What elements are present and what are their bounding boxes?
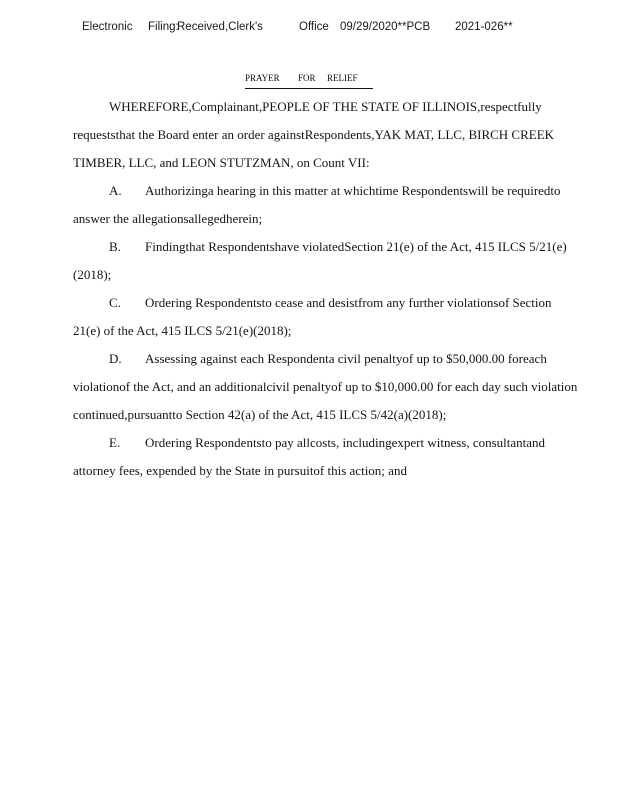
item-e-text: Ordering Respondentsto pay allcosts, includingexpert witness, consultantand — [145, 435, 546, 450]
title-word-relief: RELIEF — [327, 73, 358, 83]
filing-stamp-header — [0, 21, 618, 39]
item-c-text: Ordering Respondentsto cease and desistfrom any further violationsof Section — [145, 295, 552, 310]
intro-line-2: requeststhat the Board enter an order againstRespondents,YAK MAT, LLC, BIRCH CREEK — [73, 127, 555, 142]
header-date: 09/29/2020**PCB — [340, 21, 431, 33]
header-received: Received,Clerk's — [177, 21, 263, 33]
header-office: Office — [299, 21, 329, 33]
item-e-marker: E. — [109, 435, 121, 450]
header-case-number: 2021-026** — [455, 21, 513, 33]
title-word-for: FOR — [298, 73, 316, 83]
item-d-continuation-1: violationof the Act, and an additionalcivil penaltyof up to $10,000.00 for each day such violation — [73, 379, 578, 394]
item-b-text: Findingthat Respondentshave violatedSection 21(e) of the Act, 415 ILCS 5/21(e) — [145, 239, 567, 254]
item-d-continuation-2: continued,pursuantto Section 42(a) of the Act, 415 ILCS 5/42(a)(2018); — [73, 407, 447, 422]
item-a-continuation: answer the allegationsallegedherein; — [73, 211, 263, 226]
item-e-continuation: attorney fees, expended by the State in pursuitof this action; and — [73, 463, 407, 478]
header-filing: Filing: — [148, 21, 179, 33]
item-d-marker: D. — [109, 351, 122, 366]
item-a-text: Authorizinga hearing in this matter at whichtime Respondentswill be requiredto — [145, 183, 561, 198]
intro-line-3: TIMBER, LLC, and LEON STUTZMAN, on Count VII: — [73, 155, 370, 170]
item-b-marker: B. — [109, 239, 121, 254]
item-b-continuation: (2018); — [73, 267, 112, 282]
section-title — [245, 72, 373, 89]
title-word-prayer: PRAYER — [245, 73, 280, 83]
item-a-marker: A. — [109, 183, 122, 198]
header-electronic: Electronic — [82, 21, 133, 33]
item-d-text: Assessing against each Respondenta civil penaltyof up to $50,000.00 foreach — [145, 351, 547, 366]
intro-line-1: WHEREFORE,Complainant,PEOPLE OF THE STATE OF ILLINOIS,respectfully — [109, 99, 542, 114]
item-c-marker: C. — [109, 295, 121, 310]
item-c-continuation: 21(e) of the Act, 415 ILCS 5/21(e)(2018); — [73, 323, 292, 338]
